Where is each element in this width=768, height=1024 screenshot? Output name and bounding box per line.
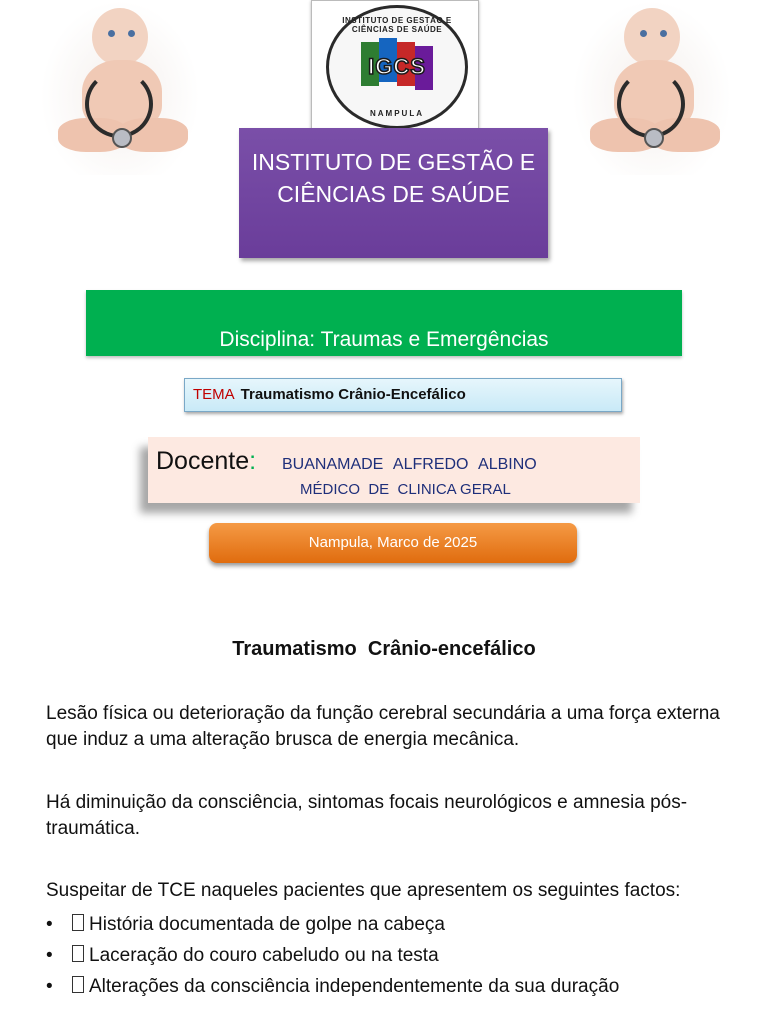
logo-initials: IGCS [368,54,426,79]
docente-label: Docente [156,447,250,475]
symptoms-paragraph: Há diminuição da consciência, sintomas focais neurológicos e amnesia pós-traumática. [46,792,688,839]
suspicion-criteria-list [46,909,746,1002]
baby-stethoscope-image-left [40,0,200,175]
logo-ring-text: INSTITUTO DE GESTÃO E CIÊNCIAS DE SAÚDE [342,16,452,34]
list-item [46,971,746,1002]
list-item-text: Alterações da consciência independentemente da sua duração [89,976,620,997]
suspicion-paragraph: Suspeitar de TCE naqueles pacientes que apresentem os seguintes factos: [46,880,681,901]
tema-box [184,378,622,412]
date-text: Nampula, Marco de 2025 [308,534,478,551]
list-item [46,909,746,940]
baby-stethoscope-image-right [572,0,732,175]
institute-title-panel [239,128,548,258]
institute-title-line1: INSTITUTO DE GESTÃO E [251,149,536,175]
docente-colon: : [249,447,257,475]
institute-title-line2: CIÊNCIAS DE SAÚDE [277,181,510,207]
section-title: Traumatismo Crânio-encefálico [232,638,536,660]
list-item-text: Laceração do couro cabeludo ou na testa [89,945,439,966]
date-badge [209,523,577,563]
list-item [46,940,746,971]
institute-logo [311,0,479,134]
docente-name: BUANAMADE ALFREDO ALBINO [282,456,537,473]
discipline-text: Disciplina: Traumas e Emergências [219,328,549,351]
list-item-text: História documentada de golpe na cabeça [89,914,445,935]
missing-glyph-icon [72,914,84,931]
definition-paragraph: Lesão física ou deterioração da função cerebral secundária a uma força externa que induz a uma alteração brusca de energia mecânica. [46,703,720,750]
tema-value: Traumatismo Crânio-Encefálico [240,386,466,403]
tema-label: TEMA [193,386,235,403]
docente-box [148,437,640,503]
discipline-banner [86,290,682,356]
institute-title [247,146,540,210]
logo-seal [326,5,468,129]
docente-label-wrap [156,447,256,476]
logo-city: NAMPULA [370,109,424,118]
missing-glyph-icon [72,976,84,993]
missing-glyph-icon [72,945,84,962]
tema-line [193,386,466,403]
docente-role: MÉDICO DE CLINICA GERAL [300,481,511,498]
